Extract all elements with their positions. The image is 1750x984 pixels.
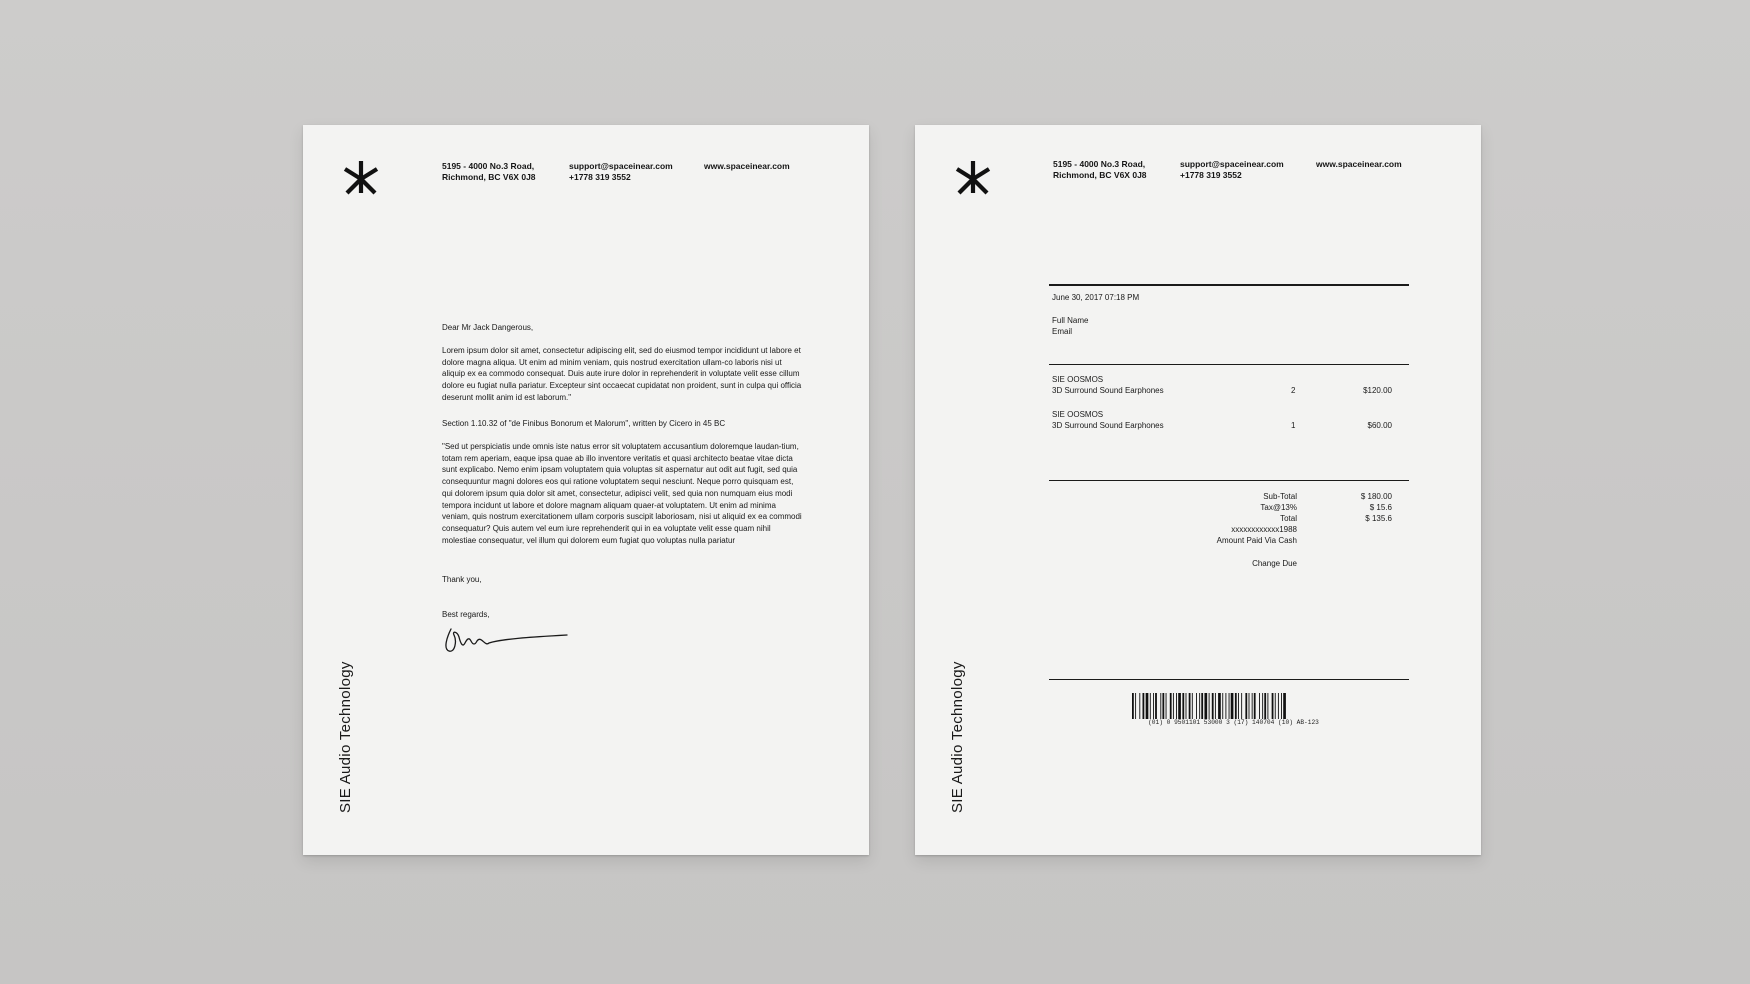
total-label: Total xyxy=(1280,514,1297,523)
address-line-1: 5195 - 4000 No.3 Road, xyxy=(1053,159,1146,169)
total-value: $ 135.6 xyxy=(1365,514,1392,523)
address-line-1: 5195 - 4000 No.3 Road, xyxy=(442,161,535,171)
contact-email: support@spaceinear.com xyxy=(1180,159,1284,169)
letter-quote: "Sed ut perspiciatis unde omnis iste natus error sit voluptatem accusantium doloremque laudan-tium, totam rem aperiam, eaque ipsa quae ab illo inventore veritatis et quasi architecto beatae vitae dicta sunt explicabo. Nemo enim ipsam voluptatem quia voluptas sit aspernatur aut odit aut fugit, sed quia consequuntur magni dolores eos qui ratione voluptatem sequi nesciunt. Neque porro quisquam est, qui dolorem ipsum quia dolor sit amet, consectetur, adipisci velit, sed quia non numquam eius modi tempora incidunt ut labore et dolore magnam aliquam quaer-at voluptatem. Ut enim ad minima veniam, quis nostrum exercitationem ullam corporis suscipit laboriosam, nisi ut aliquid ex ea commodi consequatur? Quis autem vel eum iure reprehenderit qui in ea voluptate velit esse quam nihil molestiae consequatur, vel illum qui dolorem eum fugiat quo voluptas nulla pariatur xyxy=(442,442,802,545)
address-line-2: Richmond, BC V6X 0J8 xyxy=(1053,170,1147,180)
divider-totals xyxy=(1049,480,1409,481)
tax-label: Tax@13% xyxy=(1260,503,1297,512)
item-description: 3D Surround Sound Earphones xyxy=(1052,421,1164,430)
customer-name-label: Full Name xyxy=(1052,316,1089,325)
invoice-sheet xyxy=(915,125,1481,855)
payment-method: Amount Paid Via Cash xyxy=(1216,536,1297,545)
contact-phone: +1778 319 3552 xyxy=(569,172,631,182)
signature-icon xyxy=(441,623,569,655)
item-brand: SIE OOSMOS xyxy=(1052,410,1104,419)
address-line-2: Richmond, BC V6X 0J8 xyxy=(442,172,536,182)
item-description: 3D Surround Sound Earphones xyxy=(1052,386,1164,395)
letter-thanks: Thank you, xyxy=(442,575,482,584)
item-price: $120.00 xyxy=(1363,386,1392,395)
change-due-label: Change Due xyxy=(1252,559,1297,568)
item-price: $60.00 xyxy=(1367,421,1392,430)
customer-email-label: Email xyxy=(1052,327,1073,336)
divider-bottom xyxy=(1049,679,1409,680)
header-contact xyxy=(1180,159,1284,181)
header-website xyxy=(1316,159,1402,170)
website-link: www.spaceinear.com xyxy=(704,161,790,171)
subtotal-label: Sub-Total xyxy=(1263,492,1297,501)
header-contact xyxy=(569,161,673,183)
contact-email: support@spaceinear.com xyxy=(569,161,673,171)
header-address xyxy=(442,161,536,183)
tax-value: $ 15.6 xyxy=(1369,503,1392,512)
side-brand-name: SIE Audio Technology xyxy=(337,661,354,813)
asterisk-k-logo-icon xyxy=(341,159,381,195)
barcode-icon xyxy=(1132,693,1335,719)
item-brand: SIE OOSMOS xyxy=(1052,375,1104,384)
letter-section-line: Section 1.10.32 of "de Finibus Bonorum et Malorum", written by Cicero in 45 BC xyxy=(442,419,726,428)
subtotal-value: $ 180.00 xyxy=(1360,492,1392,501)
website-link: www.spaceinear.com xyxy=(1316,159,1402,169)
letter-closing: Best regards, xyxy=(442,610,490,619)
divider-items xyxy=(1049,364,1409,365)
header-website xyxy=(704,161,790,172)
side-brand-name: SIE Audio Technology xyxy=(949,661,966,813)
letter-salutation: Dear Mr Jack Dangerous, xyxy=(442,323,534,332)
header-address xyxy=(1053,159,1147,181)
item-qty: 2 xyxy=(1291,386,1296,395)
invoice-datetime: June 30, 2017 07:18 PM xyxy=(1052,293,1140,302)
contact-phone: +1778 319 3552 xyxy=(1180,170,1242,180)
item-qty: 1 xyxy=(1291,421,1296,430)
card-number: xxxxxxxxxxxx1988 xyxy=(1231,525,1297,534)
divider-top xyxy=(1049,284,1409,286)
letterhead-sheet xyxy=(303,125,869,855)
barcode-number: (01) 0 9501101 53000 3 (17) 140704 (10) AB-123 xyxy=(1148,719,1319,726)
asterisk-k-logo-icon xyxy=(953,159,993,195)
letter-paragraph: Lorem ipsum dolor sit amet, consectetur adipiscing elit, sed do eiusmod tempor incididunt ut labore et dolore magna aliqua. Ut enim ad minim veniam, quis nostrud exercitation ullam-co laboris nisi ut aliquip ex ea commodo consequat. Duis aute irure dolor in reprehenderit in voluptate velit esse cillum dolore eu fugiat nulla pariatur. Excepteur sint occaecat cupidatat non proident, sunt in culpa qui officia deserunt mollit anim id est laborum." xyxy=(442,346,802,402)
